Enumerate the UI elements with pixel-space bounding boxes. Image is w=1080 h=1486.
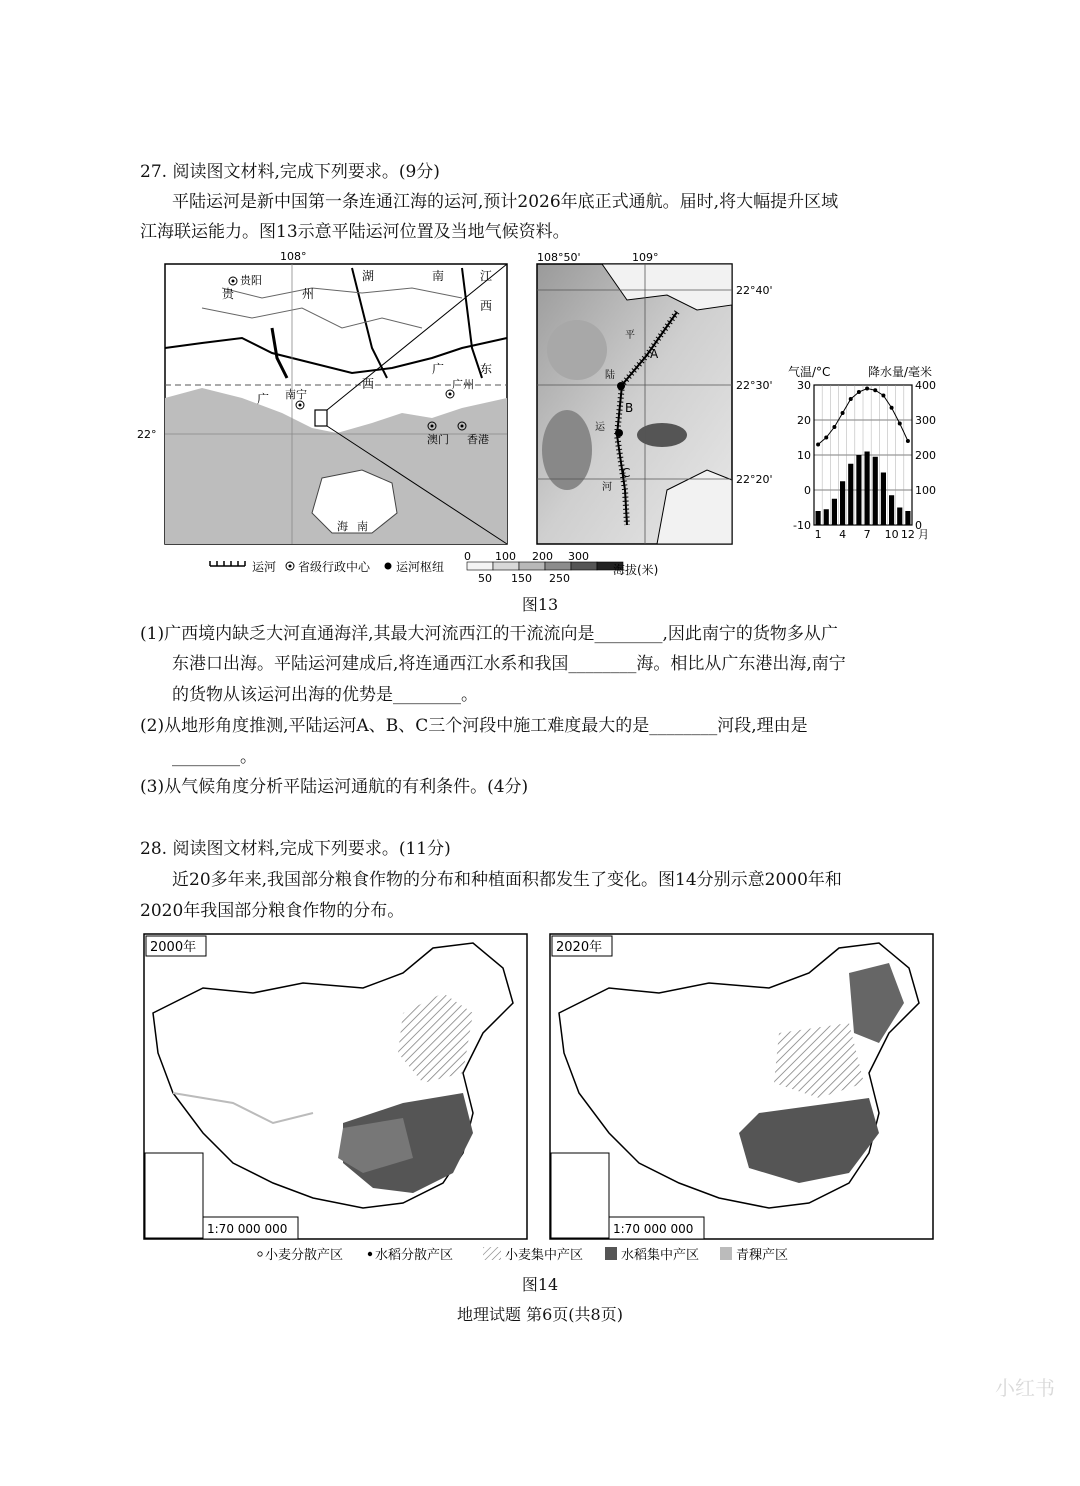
month-tick: 12 bbox=[900, 528, 915, 541]
lat-22-label: 22° bbox=[137, 428, 157, 441]
q27-sub1-line2: 东港口出海。平陆运河建成后,将连通西江水系和我国________海。相比从广东港出海,南宁 bbox=[172, 654, 846, 674]
temp-point bbox=[816, 443, 820, 447]
legend-elev-unit: 海拔(米) bbox=[613, 563, 659, 577]
page-footer: 地理试题 第6页(共8页) bbox=[457, 1305, 623, 1324]
temp-point bbox=[824, 436, 828, 440]
elev-tick: 100 bbox=[495, 550, 516, 563]
q27-sub2-line2: ________。 bbox=[172, 747, 257, 767]
legend-capital: 省级行政中心 bbox=[298, 560, 371, 574]
month-tick: 10 bbox=[884, 528, 899, 541]
temp-tick: 0 bbox=[804, 484, 811, 497]
fig13-caption: 图13 bbox=[521, 595, 559, 614]
precip-bar bbox=[873, 457, 878, 525]
legend-rice-concentrated: 水稻集中产区 bbox=[621, 1248, 700, 1263]
temp-tick: 30 bbox=[797, 379, 811, 392]
q27-intro-line2: 江海联运能力。图13示意平陆运河位置及当地气候资料。 bbox=[140, 222, 570, 242]
canal-char: 陆 bbox=[605, 370, 615, 381]
temp-tick: 10 bbox=[797, 449, 811, 462]
q27-title: 27. 阅读图文材料,完成下列要求。(9分) bbox=[140, 162, 440, 182]
precip-tick: 0 bbox=[915, 519, 922, 532]
precip-bar bbox=[865, 452, 870, 526]
temp-point bbox=[881, 394, 885, 398]
precip-tick: 400 bbox=[915, 379, 936, 392]
precip-bar bbox=[889, 495, 894, 525]
month-tick: 1 bbox=[814, 528, 822, 541]
fig13-location-map bbox=[137, 248, 512, 548]
fig13-legend bbox=[205, 550, 705, 584]
map-2020 bbox=[549, 933, 934, 1240]
fig14-caption: 图14 bbox=[521, 1275, 559, 1294]
province-char: 湖 bbox=[362, 269, 375, 283]
inset-lat2: 22°30' bbox=[736, 379, 773, 392]
inset-lat3: 22°20' bbox=[736, 473, 773, 486]
fig14-legend bbox=[255, 1242, 825, 1266]
q27-sub1-line3: 的货物从该运河出海的优势是________。 bbox=[172, 685, 478, 705]
temp-point bbox=[857, 390, 861, 394]
month-unit: 月 bbox=[918, 528, 929, 541]
city-guangzhou: 广州 bbox=[452, 378, 474, 391]
temp-point bbox=[865, 387, 869, 391]
fig13-inset-map bbox=[507, 250, 792, 550]
canal-char: 平 bbox=[625, 330, 635, 341]
province-char: 东 bbox=[480, 362, 493, 376]
legend-wheat-concentrated: 小麦集中产区 bbox=[505, 1248, 584, 1263]
legend-wheat-scattered: 小麦分散产区 bbox=[265, 1248, 344, 1263]
precip-bar bbox=[824, 509, 829, 525]
temp-point bbox=[898, 422, 902, 426]
month-tick: 7 bbox=[863, 528, 871, 541]
q27-intro-line1: 平陆运河是新中国第一条连通江海的运河,预计2026年底正式通航。届时,将大幅提升区域 bbox=[172, 192, 839, 212]
precip-tick: 300 bbox=[915, 414, 936, 427]
q27-sub3-line1: (3)从气候角度分析平陆运河通航的有利条件。(4分) bbox=[140, 777, 529, 797]
map-2020-year: 2020年 bbox=[556, 940, 603, 955]
q27-sub2-line1: (2)从地形角度推测,平陆运河A、B、C三个河段中施工难度最大的是________河段,理由是 bbox=[140, 716, 808, 736]
city-guiyang: 贵阳 bbox=[240, 274, 262, 287]
segment-c: C bbox=[622, 466, 631, 480]
elev-tick: 150 bbox=[511, 572, 532, 585]
precip-bar bbox=[856, 455, 861, 525]
temp-point bbox=[890, 406, 894, 410]
elev-tick: 300 bbox=[568, 550, 589, 563]
province-char: 贵 bbox=[222, 287, 235, 301]
precip-bar bbox=[848, 464, 853, 525]
precip-bar bbox=[832, 499, 837, 525]
precip-bar bbox=[816, 511, 821, 525]
lon-108-label: 108° bbox=[280, 250, 307, 263]
watermark-text: 小红书 bbox=[995, 1376, 1055, 1400]
map-2000-scale: 1:70 000 000 bbox=[207, 1222, 288, 1236]
province-char: 江 bbox=[480, 269, 493, 283]
canal-char: 运 bbox=[595, 422, 605, 433]
map-2020-scale: 1:70 000 000 bbox=[613, 1222, 694, 1236]
elev-tick: 50 bbox=[478, 572, 492, 585]
temp-point bbox=[841, 411, 845, 415]
province-char: 南 bbox=[432, 269, 445, 283]
inset-lon2: 109° bbox=[632, 251, 659, 264]
city-macau: 澳门 bbox=[427, 433, 449, 446]
province-char: 西 bbox=[362, 377, 375, 391]
city-nanning: 南宁 bbox=[285, 388, 307, 401]
precip-bar bbox=[897, 508, 902, 526]
temp-point bbox=[832, 425, 836, 429]
legend-canal: 运河 bbox=[252, 560, 277, 574]
climate-chart bbox=[786, 362, 946, 542]
province-char: 西 bbox=[480, 299, 493, 313]
canal-char: 河 bbox=[602, 482, 612, 493]
map-2000 bbox=[143, 933, 528, 1240]
precip-bar bbox=[905, 511, 910, 525]
province-char: 广 bbox=[432, 362, 445, 376]
precip-tick: 100 bbox=[915, 484, 936, 497]
legend-hub: 运河枢纽 bbox=[396, 560, 445, 574]
segment-a: A bbox=[650, 347, 659, 361]
elev-tick: 0 bbox=[464, 550, 471, 563]
temp-tick: -10 bbox=[793, 519, 811, 532]
segment-b: B bbox=[625, 401, 634, 415]
elev-tick: 200 bbox=[532, 550, 553, 563]
province-char: 南 bbox=[357, 520, 368, 533]
elev-tick: 250 bbox=[549, 572, 570, 585]
climate-ylabel-left: 气温/°C bbox=[788, 365, 831, 379]
month-tick: 4 bbox=[839, 528, 847, 541]
q28-intro-line2: 2020年我国部分粮食作物的分布。 bbox=[140, 901, 405, 921]
province-char: 海 bbox=[337, 520, 348, 533]
province-char: 广 bbox=[257, 392, 270, 406]
temp-point bbox=[906, 439, 910, 443]
temp-point bbox=[849, 397, 853, 401]
precip-bar bbox=[881, 473, 886, 526]
inset-lat1: 22°40' bbox=[736, 284, 773, 297]
temp-tick: 20 bbox=[797, 414, 811, 427]
q27-sub1-line1: (1)广西境内缺乏大河直通海洋,其最大河流西江的干流流向是________,因此南宁的货物多从广 bbox=[140, 624, 838, 644]
city-hongkong: 香港 bbox=[467, 433, 489, 446]
q28-title: 28. 阅读图文材料,完成下列要求。(11分) bbox=[140, 839, 451, 859]
precip-bar bbox=[840, 481, 845, 525]
q28-intro-line1: 近20多年来,我国部分粮食作物的分布和种植面积都发生了变化。图14分别示意2000年和 bbox=[172, 870, 842, 890]
legend-highland-barley: 青稞产区 bbox=[736, 1248, 789, 1263]
precip-tick: 200 bbox=[915, 449, 936, 462]
map-2000-year: 2000年 bbox=[150, 940, 197, 955]
province-char: 州 bbox=[302, 287, 315, 301]
inset-lon1: 108°50' bbox=[537, 251, 581, 264]
temp-point bbox=[873, 388, 877, 392]
climate-ylabel-right: 降水量/毫米 bbox=[868, 365, 933, 379]
legend-rice-scattered: 水稻分散产区 bbox=[375, 1248, 454, 1263]
